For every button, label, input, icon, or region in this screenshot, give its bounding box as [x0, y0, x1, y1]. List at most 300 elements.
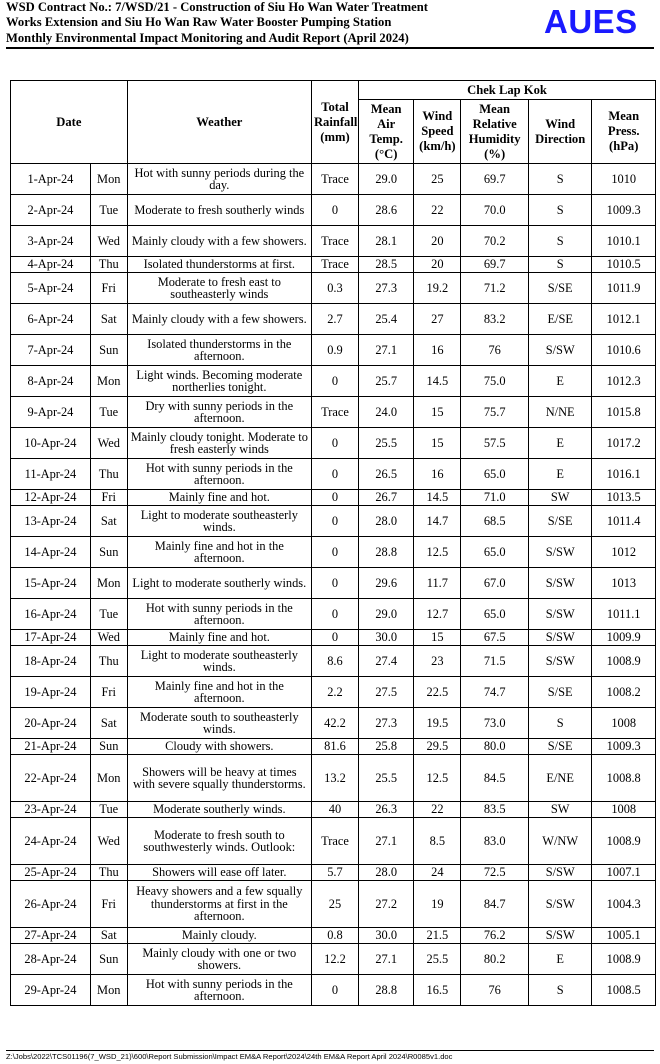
row-wind-speed: 22 — [414, 802, 461, 818]
row-wind-direction: S — [528, 226, 591, 257]
row-weather: Cloudy with showers. — [127, 739, 311, 755]
row-temp: 26.3 — [359, 802, 414, 818]
row-humidity: 80.2 — [461, 944, 529, 975]
row-weather: Isolated thunderstorms in the afternoon. — [127, 335, 311, 366]
row-wind-direction: S/SW — [528, 335, 591, 366]
row-date: 23-Apr-24 — [11, 802, 91, 818]
row-day: Sun — [90, 739, 127, 755]
row-wind-direction: E — [528, 944, 591, 975]
row-wind-direction: E — [528, 428, 591, 459]
table-row — [11, 273, 656, 304]
row-date: 11-Apr-24 — [11, 459, 91, 490]
row-day: Fri — [90, 273, 127, 304]
row-temp: 25.5 — [359, 755, 414, 802]
header-line-1: WSD Contract No.: 7/WSD/21 - Construction of Siu Ho Wan Water Treatment — [6, 0, 428, 14]
row-humidity: 69.7 — [461, 257, 529, 273]
table-row — [11, 708, 656, 739]
row-humidity: 84.7 — [461, 881, 529, 928]
row-wind-speed: 23 — [414, 646, 461, 677]
row-pressure: 1008 — [592, 708, 656, 739]
row-wind-speed: 20 — [414, 226, 461, 257]
row-date: 16-Apr-24 — [11, 599, 91, 630]
table-row — [11, 490, 656, 506]
row-date: 1-Apr-24 — [11, 164, 91, 195]
row-rainfall: 42.2 — [311, 708, 358, 739]
row-pressure: 1012 — [592, 537, 656, 568]
row-day: Wed — [90, 630, 127, 646]
row-temp: 27.3 — [359, 708, 414, 739]
row-day: Tue — [90, 802, 127, 818]
row-pressure: 1013 — [592, 568, 656, 599]
row-temp: 28.0 — [359, 506, 414, 537]
row-pressure: 1005.1 — [592, 928, 656, 944]
file-path-footer: Z:\Jobs\2022\TCS01196(7_WSD_21)\600\Report Submission\Impact EM&A Report\2024\24th EM&A Report April 2024\R0085v1.doc — [6, 1050, 654, 1061]
header-station: Chek Lap Kok — [359, 81, 656, 100]
row-temp: 25.4 — [359, 304, 414, 335]
row-pressure: 1007.1 — [592, 865, 656, 881]
row-humidity: 69.7 — [461, 164, 529, 195]
row-day: Thu — [90, 459, 127, 490]
row-wind-speed: 25 — [414, 164, 461, 195]
row-wind-speed: 21.5 — [414, 928, 461, 944]
header-wind-direction: Wind Direction — [528, 100, 591, 164]
table-row — [11, 944, 656, 975]
row-pressure: 1004.3 — [592, 881, 656, 928]
row-humidity: 84.5 — [461, 755, 529, 802]
row-pressure: 1011.4 — [592, 506, 656, 537]
row-day: Sat — [90, 928, 127, 944]
header-divider — [6, 47, 654, 49]
row-day: Sun — [90, 335, 127, 366]
row-weather: Light to moderate southeasterly winds. — [127, 646, 311, 677]
aues-logo: AUES — [544, 3, 638, 40]
row-wind-direction: E — [528, 459, 591, 490]
table-row — [11, 459, 656, 490]
row-wind-direction: S — [528, 975, 591, 1006]
row-humidity: 67.0 — [461, 568, 529, 599]
row-weather: Light to moderate southerly winds. — [127, 568, 311, 599]
table-row — [11, 397, 656, 428]
row-humidity: 65.0 — [461, 459, 529, 490]
row-humidity: 80.0 — [461, 739, 529, 755]
header-weather: Weather — [127, 81, 311, 164]
row-wind-direction: S/SW — [528, 630, 591, 646]
row-wind-speed: 29.5 — [414, 739, 461, 755]
row-weather: Isolated thunderstorms at first. — [127, 257, 311, 273]
row-pressure: 1010 — [592, 164, 656, 195]
row-day: Thu — [90, 865, 127, 881]
row-date: 21-Apr-24 — [11, 739, 91, 755]
row-weather: Hot with sunny periods in the afternoon. — [127, 459, 311, 490]
row-weather: Mainly cloudy tonight. Moderate to fresh easterly winds — [127, 428, 311, 459]
row-day: Sat — [90, 708, 127, 739]
row-wind-direction: S/SW — [528, 928, 591, 944]
row-pressure: 1009.3 — [592, 195, 656, 226]
row-wind-direction: S/SE — [528, 677, 591, 708]
row-wind-speed: 14.5 — [414, 490, 461, 506]
row-wind-direction: S/SW — [528, 865, 591, 881]
table-row — [11, 646, 656, 677]
row-temp: 24.0 — [359, 397, 414, 428]
row-day: Wed — [90, 428, 127, 459]
row-day: Fri — [90, 490, 127, 506]
row-rainfall: Trace — [311, 226, 358, 257]
row-date: 29-Apr-24 — [11, 975, 91, 1006]
row-weather: Mainly fine and hot in the afternoon. — [127, 537, 311, 568]
row-wind-speed: 22.5 — [414, 677, 461, 708]
row-humidity: 70.0 — [461, 195, 529, 226]
row-day: Sun — [90, 537, 127, 568]
row-wind-direction: S/SW — [528, 568, 591, 599]
row-rainfall: 0 — [311, 490, 358, 506]
header-line-3: Monthly Environmental Impact Monitoring and Audit Report (April 2024) — [6, 30, 409, 45]
row-wind-direction: S/SW — [528, 646, 591, 677]
row-temp: 28.0 — [359, 865, 414, 881]
row-humidity: 67.5 — [461, 630, 529, 646]
row-pressure: 1016.1 — [592, 459, 656, 490]
row-temp: 27.2 — [359, 881, 414, 928]
table-row — [11, 195, 656, 226]
row-rainfall: 13.2 — [311, 755, 358, 802]
row-weather: Mainly cloudy with a few showers. — [127, 304, 311, 335]
table-row — [11, 802, 656, 818]
row-day: Fri — [90, 677, 127, 708]
row-rainfall: 81.6 — [311, 739, 358, 755]
row-pressure: 1012.1 — [592, 304, 656, 335]
row-wind-speed: 15 — [414, 428, 461, 459]
row-pressure: 1015.8 — [592, 397, 656, 428]
row-date: 4-Apr-24 — [11, 257, 91, 273]
row-temp: 27.1 — [359, 335, 414, 366]
row-wind-direction: S/SW — [528, 599, 591, 630]
row-wind-speed: 14.7 — [414, 506, 461, 537]
row-day: Mon — [90, 975, 127, 1006]
row-pressure: 1011.1 — [592, 599, 656, 630]
row-weather: Mainly cloudy. — [127, 928, 311, 944]
row-weather: Moderate to fresh southerly winds — [127, 195, 311, 226]
row-temp: 25.5 — [359, 428, 414, 459]
row-rainfall: 0 — [311, 568, 358, 599]
row-date: 22-Apr-24 — [11, 755, 91, 802]
row-weather: Light winds. Becoming moderate northerlies tonight. — [127, 366, 311, 397]
header-date: Date — [11, 81, 128, 164]
table-row — [11, 568, 656, 599]
row-date: 8-Apr-24 — [11, 366, 91, 397]
row-wind-speed: 22 — [414, 195, 461, 226]
row-weather: Moderate southerly winds. — [127, 802, 311, 818]
row-day: Tue — [90, 397, 127, 428]
row-day: Mon — [90, 755, 127, 802]
row-pressure: 1009.3 — [592, 739, 656, 755]
row-rainfall: 0 — [311, 366, 358, 397]
row-wind-direction: E — [528, 366, 591, 397]
header-temp: Mean Air Temp. (°C) — [359, 100, 414, 164]
row-wind-speed: 12.7 — [414, 599, 461, 630]
row-date: 24-Apr-24 — [11, 818, 91, 865]
row-weather: Mainly cloudy with a few showers. — [127, 226, 311, 257]
row-humidity: 76 — [461, 335, 529, 366]
row-humidity: 83.0 — [461, 818, 529, 865]
row-wind-direction: SW — [528, 802, 591, 818]
row-pressure: 1008.5 — [592, 975, 656, 1006]
row-wind-speed: 19.5 — [414, 708, 461, 739]
row-wind-direction: SW — [528, 490, 591, 506]
row-day: Tue — [90, 599, 127, 630]
table-row — [11, 881, 656, 928]
row-humidity: 83.2 — [461, 304, 529, 335]
row-weather: Showers will be heavy at times with severe squally thunderstorms. — [127, 755, 311, 802]
row-day: Fri — [90, 881, 127, 928]
row-pressure: 1009.9 — [592, 630, 656, 646]
row-humidity: 71.0 — [461, 490, 529, 506]
row-wind-direction: S — [528, 708, 591, 739]
row-weather: Moderate south to southeasterly winds. — [127, 708, 311, 739]
row-humidity: 70.2 — [461, 226, 529, 257]
table-row — [11, 537, 656, 568]
row-wind-direction: S — [528, 195, 591, 226]
row-humidity: 73.0 — [461, 708, 529, 739]
row-temp: 28.1 — [359, 226, 414, 257]
row-rainfall: 0.8 — [311, 928, 358, 944]
row-date: 15-Apr-24 — [11, 568, 91, 599]
row-temp: 28.5 — [359, 257, 414, 273]
document-header — [6, 0, 546, 46]
row-day: Tue — [90, 195, 127, 226]
row-day: Mon — [90, 164, 127, 195]
table-row — [11, 335, 656, 366]
row-date: 17-Apr-24 — [11, 630, 91, 646]
row-rainfall: 0 — [311, 428, 358, 459]
header-pressure: Mean Press. (hPa) — [592, 100, 656, 164]
row-day: Wed — [90, 818, 127, 865]
row-wind-direction: S — [528, 164, 591, 195]
row-weather: Moderate to fresh south to southwesterly winds. Outlook: — [127, 818, 311, 865]
row-humidity: 72.5 — [461, 865, 529, 881]
row-wind-direction: E/SE — [528, 304, 591, 335]
row-humidity: 57.5 — [461, 428, 529, 459]
table-row — [11, 164, 656, 195]
row-temp: 29.0 — [359, 164, 414, 195]
row-date: 26-Apr-24 — [11, 881, 91, 928]
table-row — [11, 755, 656, 802]
row-weather: Heavy showers and a few squally thunderstorms at first in the afternoon. — [127, 881, 311, 928]
row-rainfall: Trace — [311, 818, 358, 865]
row-rainfall: 0 — [311, 599, 358, 630]
row-weather: Hot with sunny periods during the day. — [127, 164, 311, 195]
row-rainfall: 0 — [311, 975, 358, 1006]
row-temp: 28.8 — [359, 975, 414, 1006]
row-rainfall: 25 — [311, 881, 358, 928]
row-day: Sun — [90, 944, 127, 975]
row-temp: 29.6 — [359, 568, 414, 599]
row-rainfall: 0 — [311, 506, 358, 537]
row-wind-direction: S/SE — [528, 739, 591, 755]
row-date: 2-Apr-24 — [11, 195, 91, 226]
row-temp: 27.1 — [359, 944, 414, 975]
row-day: Sat — [90, 506, 127, 537]
row-date: 10-Apr-24 — [11, 428, 91, 459]
row-day: Thu — [90, 257, 127, 273]
row-date: 3-Apr-24 — [11, 226, 91, 257]
row-temp: 30.0 — [359, 630, 414, 646]
row-day: Mon — [90, 568, 127, 599]
weather-table — [10, 80, 656, 1006]
row-rainfall: 0 — [311, 195, 358, 226]
row-date: 28-Apr-24 — [11, 944, 91, 975]
row-rainfall: Trace — [311, 397, 358, 428]
row-temp: 29.0 — [359, 599, 414, 630]
row-pressure: 1010.6 — [592, 335, 656, 366]
row-date: 5-Apr-24 — [11, 273, 91, 304]
row-weather: Mainly cloudy with one or two showers. — [127, 944, 311, 975]
table-row — [11, 630, 656, 646]
row-wind-direction: S/SE — [528, 506, 591, 537]
row-day: Sat — [90, 304, 127, 335]
row-weather: Light to moderate southeasterly winds. — [127, 506, 311, 537]
table-row — [11, 739, 656, 755]
row-weather: Mainly fine and hot. — [127, 490, 311, 506]
row-temp: 25.7 — [359, 366, 414, 397]
header-humidity: Mean Relative Humidity (%) — [461, 100, 529, 164]
row-temp: 28.8 — [359, 537, 414, 568]
row-date: 7-Apr-24 — [11, 335, 91, 366]
row-date: 27-Apr-24 — [11, 928, 91, 944]
row-day: Mon — [90, 366, 127, 397]
row-humidity: 68.5 — [461, 506, 529, 537]
row-temp: 25.8 — [359, 739, 414, 755]
row-pressure: 1008.9 — [592, 646, 656, 677]
row-rainfall: 0 — [311, 537, 358, 568]
row-weather: Hot with sunny periods in the afternoon. — [127, 599, 311, 630]
table-row — [11, 928, 656, 944]
row-weather: Mainly fine and hot. — [127, 630, 311, 646]
row-humidity: 65.0 — [461, 537, 529, 568]
row-temp: 27.3 — [359, 273, 414, 304]
table-row — [11, 818, 656, 865]
header-wind-speed: Wind Speed (km/h) — [414, 100, 461, 164]
row-rainfall: 0 — [311, 630, 358, 646]
row-pressure: 1011.9 — [592, 273, 656, 304]
row-rainfall: 8.6 — [311, 646, 358, 677]
row-wind-direction: W/NW — [528, 818, 591, 865]
row-rainfall: 2.7 — [311, 304, 358, 335]
row-wind-speed: 12.5 — [414, 537, 461, 568]
row-pressure: 1013.5 — [592, 490, 656, 506]
row-rainfall: 5.7 — [311, 865, 358, 881]
row-humidity: 83.5 — [461, 802, 529, 818]
row-temp: 30.0 — [359, 928, 414, 944]
row-wind-speed: 15 — [414, 630, 461, 646]
row-rainfall: 0.9 — [311, 335, 358, 366]
row-date: 14-Apr-24 — [11, 537, 91, 568]
table-row — [11, 366, 656, 397]
row-weather: Moderate to fresh east to southeasterly winds — [127, 273, 311, 304]
row-humidity: 75.7 — [461, 397, 529, 428]
row-weather: Dry with sunny periods in the afternoon. — [127, 397, 311, 428]
row-wind-speed: 16 — [414, 459, 461, 490]
row-date: 25-Apr-24 — [11, 865, 91, 881]
row-wind-speed: 24 — [414, 865, 461, 881]
row-date: 20-Apr-24 — [11, 708, 91, 739]
row-temp: 27.4 — [359, 646, 414, 677]
table-row — [11, 428, 656, 459]
row-date: 13-Apr-24 — [11, 506, 91, 537]
row-rainfall: 0 — [311, 459, 358, 490]
row-humidity: 76.2 — [461, 928, 529, 944]
row-humidity: 65.0 — [461, 599, 529, 630]
row-pressure: 1012.3 — [592, 366, 656, 397]
row-wind-speed: 19.2 — [414, 273, 461, 304]
row-pressure: 1008.8 — [592, 755, 656, 802]
row-wind-speed: 27 — [414, 304, 461, 335]
weather-table-body — [11, 164, 656, 1006]
row-wind-direction: S/SE — [528, 273, 591, 304]
table-row — [11, 257, 656, 273]
row-humidity: 71.5 — [461, 646, 529, 677]
row-rainfall: 0.3 — [311, 273, 358, 304]
row-date: 9-Apr-24 — [11, 397, 91, 428]
row-temp: 27.5 — [359, 677, 414, 708]
row-rainfall: Trace — [311, 257, 358, 273]
row-date: 6-Apr-24 — [11, 304, 91, 335]
row-pressure: 1008.9 — [592, 944, 656, 975]
row-wind-speed: 25.5 — [414, 944, 461, 975]
row-pressure: 1008.2 — [592, 677, 656, 708]
row-weather: Showers will ease off later. — [127, 865, 311, 881]
row-wind-direction: N/NE — [528, 397, 591, 428]
row-pressure: 1010.1 — [592, 226, 656, 257]
row-rainfall: Trace — [311, 164, 358, 195]
table-row — [11, 865, 656, 881]
row-wind-direction: E/NE — [528, 755, 591, 802]
table-row — [11, 975, 656, 1006]
row-weather: Hot with sunny periods in the afternoon. — [127, 975, 311, 1006]
row-wind-speed: 12.5 — [414, 755, 461, 802]
row-wind-speed: 20 — [414, 257, 461, 273]
row-temp: 27.1 — [359, 818, 414, 865]
table-row — [11, 304, 656, 335]
row-day: Wed — [90, 226, 127, 257]
row-rainfall: 40 — [311, 802, 358, 818]
row-weather: Mainly fine and hot in the afternoon. — [127, 677, 311, 708]
row-wind-speed: 15 — [414, 397, 461, 428]
row-pressure: 1008.9 — [592, 818, 656, 865]
row-wind-speed: 14.5 — [414, 366, 461, 397]
row-temp: 26.5 — [359, 459, 414, 490]
row-pressure: 1017.2 — [592, 428, 656, 459]
table-row — [11, 226, 656, 257]
row-rainfall: 12.2 — [311, 944, 358, 975]
row-humidity: 76 — [461, 975, 529, 1006]
row-pressure: 1010.5 — [592, 257, 656, 273]
row-humidity: 71.2 — [461, 273, 529, 304]
row-day: Thu — [90, 646, 127, 677]
table-row — [11, 677, 656, 708]
row-wind-speed: 16 — [414, 335, 461, 366]
row-date: 18-Apr-24 — [11, 646, 91, 677]
header-rainfall: Total Rainfall (mm) — [311, 81, 358, 164]
row-wind-direction: S/SW — [528, 537, 591, 568]
row-date: 12-Apr-24 — [11, 490, 91, 506]
row-temp: 26.7 — [359, 490, 414, 506]
table-row — [11, 506, 656, 537]
row-rainfall: 2.2 — [311, 677, 358, 708]
row-wind-speed: 11.7 — [414, 568, 461, 599]
row-temp: 28.6 — [359, 195, 414, 226]
row-wind-direction: S/SW — [528, 881, 591, 928]
row-wind-speed: 8.5 — [414, 818, 461, 865]
row-wind-speed: 19 — [414, 881, 461, 928]
